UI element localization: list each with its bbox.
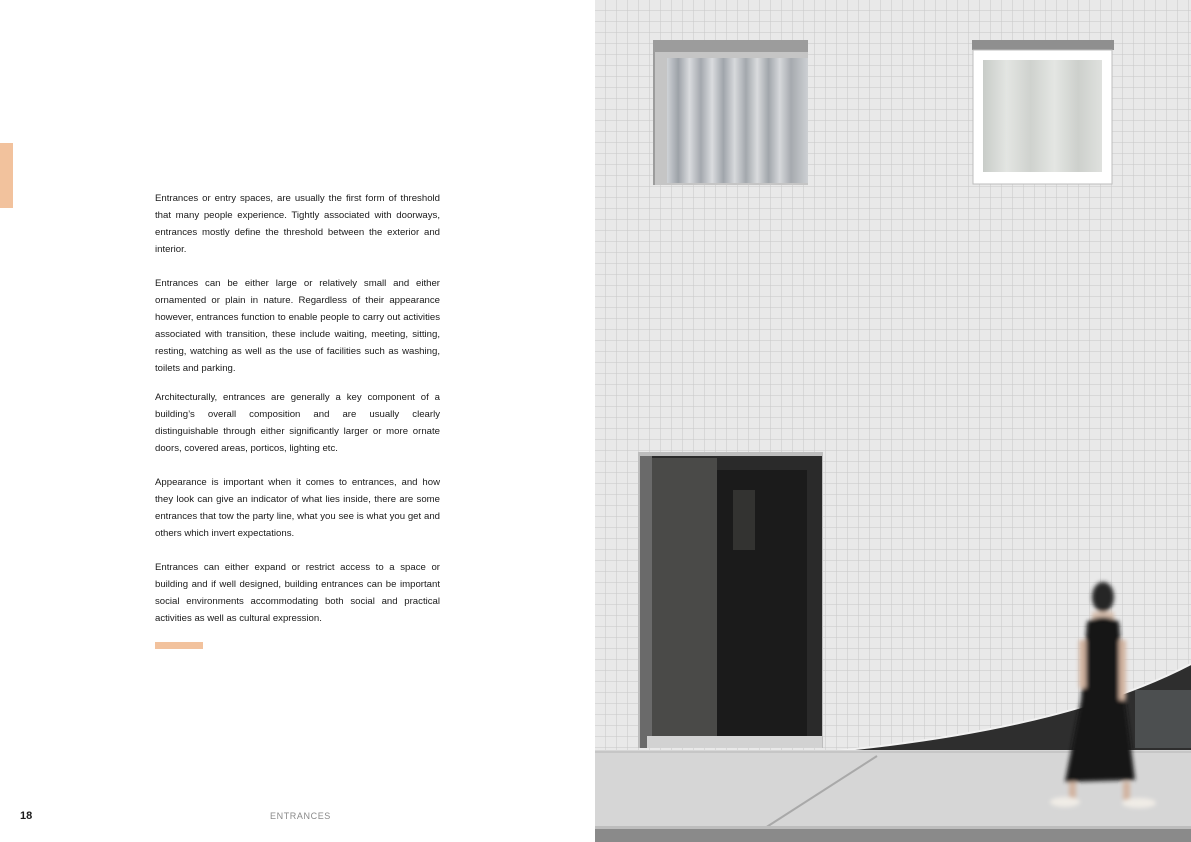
paragraph-2: Entrances can be either large or relatively small and either ornamented or plain in nature. Regardless of their appearance however, entrances function to enable people to carry out activities associated with transition, these include waiting, meeting, sitting, resting, watching as well as the use of facilities such as washing, toilets and parking. <box>155 278 440 374</box>
accent-bar <box>155 642 203 649</box>
paragraph-5: Entrances can either expand or restrict access to a space or building and if well designed, building entrances can be important social environments accommodating both social and practical activities as well as cultural expression. <box>155 562 440 624</box>
building-entrance-photo <box>595 0 1191 842</box>
paragraph-1: Entrances or entry spaces, are usually the first form of threshold that many people experience. Tightly associated with doorways, entrances mostly define the threshold between the exterior and interior. <box>155 193 440 255</box>
page-number: 18 <box>20 810 33 822</box>
left-page <box>0 0 595 842</box>
body-text <box>155 190 440 627</box>
side-tab-accent <box>0 143 13 208</box>
paragraph-3: Architecturally, entrances are generally a key component of a building’s overall composition and are usually clearly distinguishable through either significantly larger or more ornate doors, covered areas, porticos, lighting etc. <box>155 392 440 454</box>
paragraph-4: Appearance is important when it comes to entrances, and how they look can give an indicator of what lies inside, there are some entrances that tow the party line, what you see is what you get and others which invert expectations. <box>155 477 440 539</box>
section-label: ENTRANCES <box>270 811 331 821</box>
right-page <box>595 0 1191 842</box>
